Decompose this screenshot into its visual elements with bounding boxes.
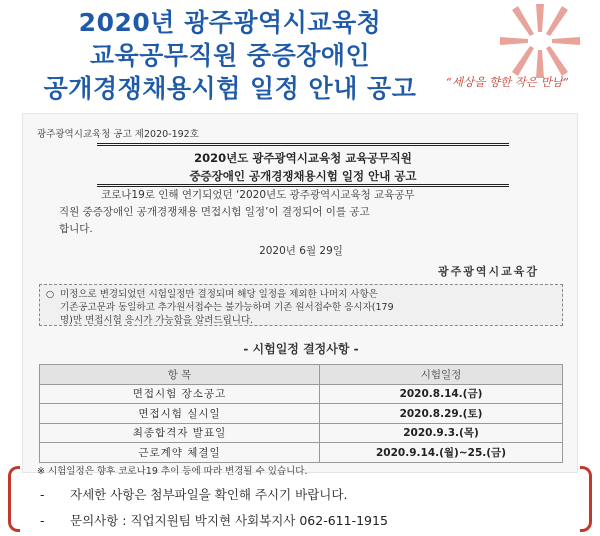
doc-heading <box>97 143 509 187</box>
table-cell-item: 최종합격자 발표일 <box>40 423 320 443</box>
doc-org: 광주광역시교육감 <box>437 265 539 278</box>
doc-date: 2020년 6월 29일 <box>259 245 343 257</box>
schedule-title: - 시험일정 결정사항 - <box>243 342 359 356</box>
contact-dash: - <box>40 487 45 502</box>
contact-text: 자세한 사항은 첨부파일을 확인해 주시기 바랍니다. <box>70 487 348 502</box>
doc-number: 광주광역시교육청 공고 제2020-192호 <box>37 129 199 140</box>
notice-line-3: 명)만 면접시험 응시가 가능함을 알려드립니다. <box>60 315 254 326</box>
footnote: ※ 시험일정은 향후 코로나19 추이 등에 따라 변경될 수 있습니다. <box>37 466 308 477</box>
title-line-2: 교육공무직원 중증장애인 <box>89 41 371 70</box>
doc-body-line-2: 직원 중증장애인 공개경쟁채용 면접시험 일정’이 결정되어 이를 공고 <box>59 206 370 218</box>
table-row <box>40 384 563 404</box>
bracket-left <box>8 466 20 532</box>
table-row <box>40 404 563 424</box>
announcement-document <box>22 113 578 477</box>
table-cell-item: 면접시험 장소공고 <box>40 384 320 404</box>
table-cell-date: 2020.9.14.(월)~25.(금) <box>320 443 563 463</box>
doc-body-line-1: 코로나19로 인해 연기되었던 ‘2020년도 광주광역시교육청 교육공무 <box>101 189 415 201</box>
table-cell-item: 면접시험 실시일 <box>40 404 320 424</box>
table-cell-item: 근로계약 체결일 <box>40 443 320 463</box>
doc-heading-line-1: 2020년도 광주광역시교육청 교육공무직원 <box>194 151 412 165</box>
caritas-cross-icon <box>500 4 580 78</box>
table-row <box>40 443 563 463</box>
table-cell-date: 2020.9.3.(목) <box>320 423 563 443</box>
table-header-date: 시험일정 <box>320 365 563 385</box>
slogan: “세상을 향한 작은 만남” <box>446 75 569 89</box>
table-cell-date: 2020.8.29.(토) <box>320 404 563 424</box>
doc-heading-line-2: 중증장애인 공개경쟁채용시험 일정 안내 공고 <box>189 169 417 183</box>
contact-line-inquiry <box>40 511 388 529</box>
contact-dash: - <box>40 513 45 528</box>
doc-body <box>59 187 555 238</box>
table-header-row <box>40 365 563 385</box>
title-line-3: 공개경쟁채용시험 일정 안내 공고 <box>43 74 417 103</box>
bracket-right <box>580 466 592 532</box>
contact-line-attachment <box>40 485 347 503</box>
table-header-item: 항 목 <box>40 365 320 385</box>
schedule-table <box>39 364 563 463</box>
notice-line-1: 미정으로 변경되었던 시험일정만 결정되며 해당 일정을 제외한 나머지 사항은 <box>60 289 378 300</box>
notice-line-2: 기존공고문과 동일하고 추가원서접수는 불가능하며 기존 원서접수한 응시자(179 <box>60 302 394 313</box>
contact-text: 문의사항 : 직업지원팀 박지현 사회복지사 062-611-1915 <box>70 513 388 528</box>
title-line-1: 2020년 광주광역시교육청 <box>78 8 382 37</box>
table-row <box>40 423 563 443</box>
doc-body-line-3: 합니다. <box>59 223 93 235</box>
table-cell-date: 2020.8.14.(금) <box>320 384 563 404</box>
notice-box <box>39 284 563 326</box>
notice-bullet: ○ <box>46 289 55 300</box>
page-title <box>0 6 460 105</box>
